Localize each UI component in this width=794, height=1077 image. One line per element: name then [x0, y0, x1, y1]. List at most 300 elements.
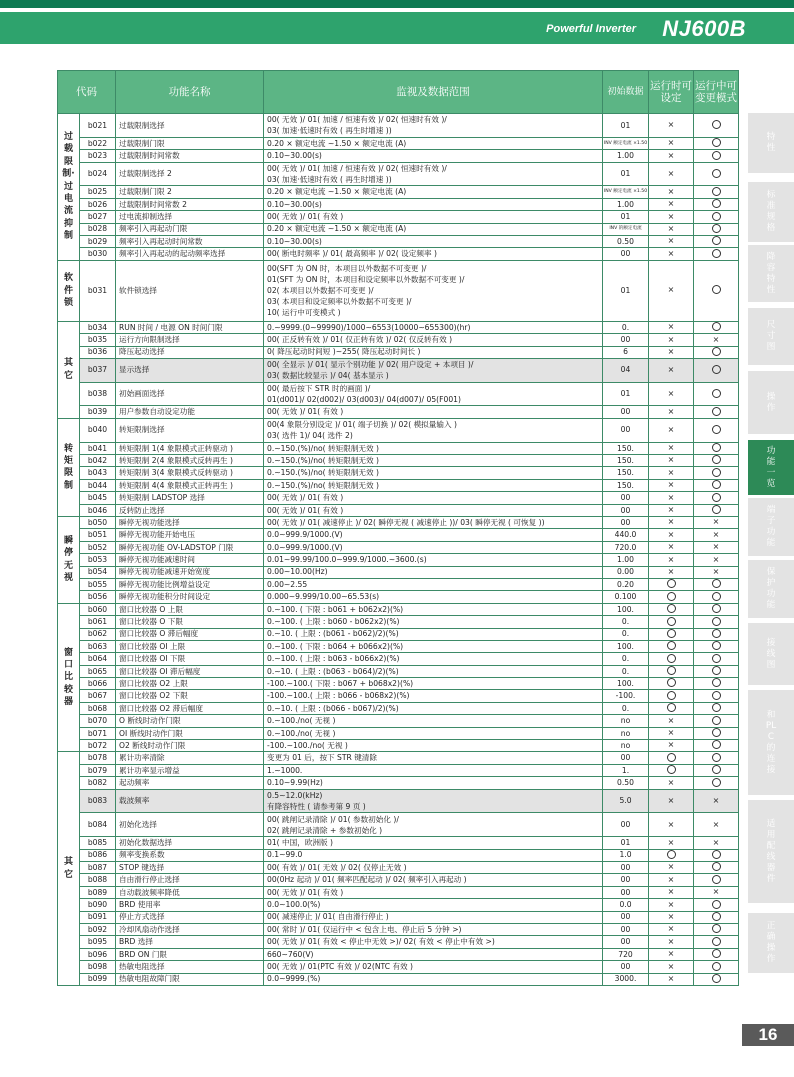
run-change-mode	[694, 554, 739, 566]
run-change-mode	[694, 727, 739, 739]
run-settable	[649, 740, 694, 752]
run-change-mode-value: ×	[712, 795, 720, 805]
initial-value: 01	[603, 837, 649, 849]
param-range	[264, 837, 603, 849]
run-change-mode-value	[712, 753, 721, 762]
range-line: 0.10~30.00(s)	[267, 199, 322, 209]
table-row	[58, 554, 739, 566]
range-line: 0.00~2.55	[267, 579, 308, 589]
param-range	[264, 678, 603, 690]
group-label: 瞬停无视	[58, 517, 80, 604]
param-range	[264, 418, 603, 442]
run-change-mode-value	[712, 365, 721, 374]
param-code: b079	[80, 764, 116, 776]
param-name: 瞬停无视功能选择	[116, 517, 264, 529]
run-settable-value: ×	[667, 542, 675, 552]
side-tab[interactable]	[748, 113, 794, 173]
param-range	[264, 455, 603, 467]
run-change-mode-value	[712, 199, 721, 208]
param-code: b043	[80, 467, 116, 479]
range-line: 00( 无效 )/ 01( 有效 < 停止中无效 >)/ 02( 有效 < 停止中有效 >)	[267, 937, 495, 947]
param-name: 自由滑行停止选择	[116, 874, 264, 886]
run-settable	[649, 114, 694, 138]
range-line: 0.~10. ( 上限 : (b066 - b067)/2)(%)	[267, 703, 399, 713]
table-row	[58, 715, 739, 727]
run-settable-value: ×	[667, 505, 675, 515]
run-change-mode	[694, 861, 739, 873]
initial-value: 1.0	[603, 849, 649, 861]
range-line: 00( 无效 )/ 01( 有效 )	[267, 212, 344, 222]
run-change-mode-value: ×	[712, 542, 720, 552]
range-line: 0.20 × 额定电流 ~1.50 × 额定电流 (A)	[267, 138, 407, 148]
range-line: -100.~100./no( 无视 )	[267, 740, 348, 750]
run-settable-value: ×	[667, 248, 675, 258]
param-name: 起动频率	[116, 777, 264, 789]
param-name: 降压起动选择	[116, 346, 264, 358]
table-row	[58, 973, 739, 985]
run-settable	[649, 690, 694, 702]
run-settable-value	[667, 765, 676, 774]
param-name: BRD ON 门限	[116, 948, 264, 960]
run-change-mode	[694, 406, 739, 418]
run-settable-value	[667, 604, 676, 613]
param-name: 瞬停无视功能减速开始宽度	[116, 566, 264, 578]
initial-value: 0.20	[603, 578, 649, 590]
param-name: 过载限制时间常数 2	[116, 198, 264, 210]
param-code: b050	[80, 517, 116, 529]
param-range	[264, 591, 603, 603]
range-line: 0.~100./no( 无视 )	[267, 716, 336, 726]
initial-value: no	[603, 727, 649, 739]
run-settable-value: ×	[667, 443, 675, 453]
side-tab-label: 功能一览	[766, 445, 776, 489]
run-settable	[649, 248, 694, 260]
run-change-mode-value	[712, 212, 721, 221]
param-code: b061	[80, 616, 116, 628]
param-range	[264, 114, 603, 138]
initial-value: 00	[603, 861, 649, 873]
range-line: 0.~150.(%)/no( 转矩限制无效 )	[267, 480, 379, 490]
run-change-mode	[694, 948, 739, 960]
run-change-mode-value	[712, 120, 721, 129]
initial-value: 720	[603, 948, 649, 960]
range-line: 0.~100. ( 上限 : b060 - b062x2)(%)	[267, 617, 400, 627]
run-settable-value	[667, 691, 676, 700]
run-settable-value: ×	[667, 346, 675, 356]
param-range	[264, 899, 603, 911]
param-name: 频率引入再起动门限	[116, 223, 264, 235]
param-name: 窗口比较器 O2 下限	[116, 690, 264, 702]
run-settable-value: ×	[667, 334, 675, 344]
param-range	[264, 467, 603, 479]
param-range	[264, 727, 603, 739]
initial-value: 0.00	[603, 566, 649, 578]
table-row	[58, 923, 739, 935]
run-settable-value: ×	[667, 874, 675, 884]
param-code: b026	[80, 198, 116, 210]
table-row	[58, 640, 739, 652]
group-label: 软件锁	[58, 260, 80, 321]
run-settable	[649, 849, 694, 861]
run-settable	[649, 235, 694, 247]
table-row	[58, 578, 739, 590]
run-settable-value: ×	[667, 740, 675, 750]
range-line: 0.~100. ( 下限 : b064 + b066x2)(%)	[267, 641, 404, 651]
table-row	[58, 678, 739, 690]
run-settable-value: ×	[667, 492, 675, 502]
table-row	[58, 886, 739, 898]
range-line: 02( 本项目以外数据不可变更 )/	[267, 286, 374, 296]
run-settable	[649, 923, 694, 935]
table-row	[58, 418, 739, 442]
table-row	[58, 150, 739, 162]
initial-value: 00	[603, 334, 649, 346]
param-code: b071	[80, 727, 116, 739]
param-range	[264, 653, 603, 665]
param-code: b021	[80, 114, 116, 138]
initial-value: 00	[603, 504, 649, 516]
param-name: 过电流抑制选择	[116, 211, 264, 223]
param-name: 瞬停无视功能减速时间	[116, 554, 264, 566]
col-header-run-settable: 运行时可设定	[649, 71, 694, 114]
run-settable-value: ×	[667, 728, 675, 738]
range-line: 0.~100. ( 下限 : b061 + b062x2)(%)	[267, 604, 404, 614]
range-line: 1.~1000.	[267, 765, 303, 775]
run-settable	[649, 529, 694, 541]
param-name: 窗口比较器 OI 上限	[116, 640, 264, 652]
param-name: 瞬停无视功能积分时间设定	[116, 591, 264, 603]
param-range	[264, 616, 603, 628]
run-change-mode-value: ×	[712, 566, 720, 576]
run-change-mode-value	[712, 740, 721, 749]
run-change-mode	[694, 235, 739, 247]
table-row	[58, 616, 739, 628]
group-label: 过载限制·过电流抑制	[58, 114, 80, 261]
range-line: 00( 无效 )/ 01( 减速停止 )/ 02( 瞬停无视 ( 减速停止 ))/ 03( 瞬停无视 ( 可恢复 ))	[267, 517, 545, 527]
run-settable	[649, 678, 694, 690]
run-settable	[649, 861, 694, 873]
table-row	[58, 861, 739, 873]
param-range	[264, 948, 603, 960]
param-name: 窗口比较器 O 上限	[116, 603, 264, 615]
table-row	[58, 653, 739, 665]
run-change-mode	[694, 813, 739, 837]
param-code: b046	[80, 504, 116, 516]
run-change-mode-value	[712, 666, 721, 675]
param-range	[264, 223, 603, 235]
range-line: 02( 跳闸记录清除 + 参数初始化 )	[267, 825, 383, 835]
run-change-mode	[694, 467, 739, 479]
group-label: 转矩限制	[58, 418, 80, 516]
run-change-mode-value	[712, 505, 721, 514]
run-change-mode	[694, 382, 739, 406]
param-range	[264, 961, 603, 973]
run-settable	[649, 223, 694, 235]
param-name: BRD 使用率	[116, 899, 264, 911]
param-code: b078	[80, 752, 116, 764]
initial-value: no	[603, 715, 649, 727]
run-change-mode-value	[712, 728, 721, 737]
run-change-mode	[694, 150, 739, 162]
run-change-mode	[694, 260, 739, 321]
table-row	[58, 936, 739, 948]
initial-value: 00	[603, 418, 649, 442]
run-settable-value: ×	[667, 899, 675, 909]
range-line: 00( 正反转有效 )/ 01( 仅正转有效 )/ 02( 仅反转有效 )	[267, 335, 453, 344]
initial-value: 150.	[603, 442, 649, 454]
initial-value: 5.0	[603, 789, 649, 813]
param-code: b041	[80, 442, 116, 454]
run-change-mode-value	[712, 949, 721, 958]
range-line: 0.01~99.99/100.0~999.9/1000.~3600.(s)	[267, 555, 427, 565]
run-change-mode	[694, 211, 739, 223]
param-code: b070	[80, 715, 116, 727]
initial-value: 0.	[603, 616, 649, 628]
run-change-mode	[694, 334, 739, 346]
param-name: 软件锁选择	[116, 260, 264, 321]
initial-value: 0.	[603, 653, 649, 665]
side-tab[interactable]	[748, 498, 794, 556]
param-range	[264, 406, 603, 418]
range-line: 0.~10. ( 上限 : (b061 - b062)/2)(%)	[267, 629, 399, 639]
initial-value: 1.00	[603, 554, 649, 566]
run-change-mode	[694, 740, 739, 752]
side-tab[interactable]	[748, 440, 794, 495]
run-change-mode-value	[712, 224, 721, 233]
run-settable-value: ×	[667, 424, 675, 434]
param-code: b090	[80, 899, 116, 911]
param-code: b025	[80, 186, 116, 198]
param-range	[264, 690, 603, 702]
run-change-mode-value	[712, 850, 721, 859]
param-code: b030	[80, 248, 116, 260]
side-tab-label: 尺寸图	[766, 320, 776, 352]
run-change-mode	[694, 591, 739, 603]
param-range	[264, 936, 603, 948]
param-name: 自动载波频率降低	[116, 886, 264, 898]
param-name: 热敏电阻选择	[116, 961, 264, 973]
param-name: 冷却风扇动作选择	[116, 923, 264, 935]
side-tab-label: 标准规格	[766, 190, 776, 233]
side-tab[interactable]	[748, 308, 794, 365]
run-change-mode-value	[712, 703, 721, 712]
run-change-mode	[694, 418, 739, 442]
table-row	[58, 813, 739, 837]
run-settable	[649, 455, 694, 467]
param-code: b042	[80, 455, 116, 467]
run-change-mode	[694, 789, 739, 813]
run-settable-value: ×	[667, 566, 675, 576]
param-range	[264, 186, 603, 198]
initial-value: -100.	[603, 690, 649, 702]
table-row	[58, 948, 739, 960]
table-row	[58, 789, 739, 813]
run-change-mode-value	[712, 974, 721, 983]
range-line: 0.0~999.9/1000.(V)	[267, 542, 343, 552]
side-tab[interactable]	[748, 913, 794, 973]
param-name: 窗口比较器 OI 下限	[116, 653, 264, 665]
range-line: 00( 最后按下 STR 时的画面 )/	[267, 384, 371, 394]
col-header-name: 功能名称	[116, 71, 264, 114]
run-settable-value: ×	[667, 186, 675, 196]
table-row	[58, 406, 739, 418]
initial-value: 00	[603, 406, 649, 418]
range-line: 0.~100. ( 上限 : b063 - b066x2)(%)	[267, 654, 400, 664]
run-change-mode	[694, 616, 739, 628]
side-tab[interactable]	[748, 371, 794, 434]
param-name: 瞬停无视功能 OV-LADSTOP 门限	[116, 541, 264, 553]
range-line: 660~760(V)	[267, 949, 314, 959]
initial-value: INV 额定电流 ×1.50	[603, 137, 649, 149]
group-label: 窗口比较器	[58, 603, 80, 752]
param-range	[264, 137, 603, 149]
range-line: 0.000~9.999/10.00~65.53(s)	[267, 592, 380, 602]
run-settable-value	[667, 579, 676, 588]
side-tab[interactable]	[748, 560, 794, 618]
table-row	[58, 198, 739, 210]
run-settable-value: ×	[667, 777, 675, 787]
run-settable-value: ×	[667, 236, 675, 246]
table-row	[58, 752, 739, 764]
range-line: 00( 有效 )/ 01( 无效 )/ 02( 仅停止无效 )	[267, 862, 407, 872]
run-change-mode	[694, 899, 739, 911]
param-name: BRD 选择	[116, 936, 264, 948]
range-line: 00(4 象限分别设定 )/ 01( 端子切换 )/ 02( 模拟量输入 )	[267, 420, 457, 430]
run-change-mode	[694, 678, 739, 690]
param-code: b039	[80, 406, 116, 418]
param-range	[264, 764, 603, 776]
param-range	[264, 578, 603, 590]
run-settable	[649, 334, 694, 346]
param-name: 转矩限制 LADSTOP 选择	[116, 492, 264, 504]
run-change-mode-value: ×	[712, 887, 720, 897]
run-change-mode	[694, 752, 739, 764]
run-change-mode-value	[712, 579, 721, 588]
run-settable	[649, 702, 694, 714]
param-name: 转矩限制 3(4 象限模式反转驱动 )	[116, 467, 264, 479]
run-settable-value: ×	[667, 936, 675, 946]
range-line: 0.~100./no( 无视 )	[267, 728, 336, 738]
param-name: 窗口比较器 O2 上限	[116, 678, 264, 690]
table-row	[58, 603, 739, 615]
param-code: b087	[80, 861, 116, 873]
page-number: 16	[742, 1024, 794, 1046]
range-line: 00( 无效 )/ 01(PTC 有效 )/ 02(NTC 有效 )	[267, 962, 414, 971]
side-tab[interactable]	[748, 182, 794, 242]
param-name: 转矩限制 2(4 象限模式反转再生 )	[116, 455, 264, 467]
run-change-mode-value	[712, 236, 721, 245]
side-tab-label: 降容特性	[766, 251, 776, 295]
table-row	[58, 727, 739, 739]
param-code: b054	[80, 566, 116, 578]
range-line: -100.~100.( 下限 : b067 + b068x2)(%)	[267, 678, 414, 688]
param-name: 热敏电阻故障门限	[116, 973, 264, 985]
param-name: 过载限制时间常数	[116, 150, 264, 162]
run-settable-value: ×	[667, 862, 675, 872]
param-range	[264, 442, 603, 454]
run-change-mode	[694, 114, 739, 138]
run-settable	[649, 198, 694, 210]
param-range	[264, 504, 603, 516]
param-range	[264, 923, 603, 935]
side-tab[interactable]	[748, 245, 794, 302]
run-settable-value: ×	[667, 199, 675, 209]
run-change-mode-value: ×	[712, 554, 720, 564]
table-row	[58, 235, 739, 247]
param-range	[264, 740, 603, 752]
param-code: b034	[80, 321, 116, 333]
run-settable	[649, 554, 694, 566]
run-change-mode-value	[712, 629, 721, 638]
range-line: 0.00~10.00(Hz)	[267, 567, 328, 577]
run-settable	[649, 777, 694, 789]
run-change-mode-value	[712, 937, 721, 946]
range-line: 0.~150.(%)/no( 转矩限制无效 )	[267, 468, 379, 478]
run-change-mode	[694, 198, 739, 210]
param-code: b035	[80, 334, 116, 346]
run-change-mode-value	[712, 389, 721, 398]
side-tab[interactable]	[748, 690, 794, 795]
run-settable-value: ×	[667, 455, 675, 465]
side-tab[interactable]	[748, 800, 794, 903]
param-code: b091	[80, 911, 116, 923]
range-line: 00(0Hz 起动 )/ 01( 频率匹配起动 )/ 02( 频率引入再起动 )	[267, 875, 467, 885]
run-settable	[649, 591, 694, 603]
initial-value: 04	[603, 358, 649, 382]
param-name: 过载限制选择 2	[116, 162, 264, 186]
range-line: 0.10~30.00(s)	[267, 236, 322, 246]
run-change-mode	[694, 886, 739, 898]
run-settable-value	[667, 703, 676, 712]
run-settable	[649, 211, 694, 223]
param-range	[264, 789, 603, 813]
param-code: b052	[80, 541, 116, 553]
initial-value: 100.	[603, 603, 649, 615]
table-row	[58, 764, 739, 776]
run-change-mode-value	[712, 493, 721, 502]
run-settable-value: ×	[667, 138, 675, 148]
table-body	[58, 114, 739, 986]
param-code: b022	[80, 137, 116, 149]
side-tab-label: 保护功能	[766, 567, 776, 610]
param-name: 累计功率显示增益	[116, 764, 264, 776]
param-code: b072	[80, 740, 116, 752]
range-line: 03( 数据比较显示 )/ 04( 基本显示 )	[267, 371, 389, 381]
run-change-mode-value	[712, 617, 721, 626]
run-change-mode	[694, 504, 739, 516]
table-row	[58, 358, 739, 382]
range-line: 03( 选件 1)/ 04( 选件 2)	[267, 431, 353, 441]
range-line: 00( 常时 )/ 01( 仅运行中 < 包含上电、停止后 5 分钟 >)	[267, 924, 462, 934]
run-change-mode-value	[712, 654, 721, 663]
run-change-mode-value	[712, 322, 721, 331]
initial-value: 100.	[603, 678, 649, 690]
param-range	[264, 554, 603, 566]
run-settable-value	[667, 629, 676, 638]
run-change-mode	[694, 665, 739, 677]
initial-value: 0.	[603, 665, 649, 677]
param-name: 转矩限制 1(4 象限模式正转驱动 )	[116, 442, 264, 454]
side-tab[interactable]	[748, 623, 794, 685]
function-table	[57, 70, 739, 986]
param-code: b040	[80, 418, 116, 442]
param-range	[264, 715, 603, 727]
initial-value: 150.	[603, 467, 649, 479]
run-settable	[649, 479, 694, 491]
run-settable-value: ×	[667, 285, 675, 295]
initial-value: 00	[603, 874, 649, 886]
col-header-run-change-mode: 运行中可变更模式	[694, 71, 739, 114]
